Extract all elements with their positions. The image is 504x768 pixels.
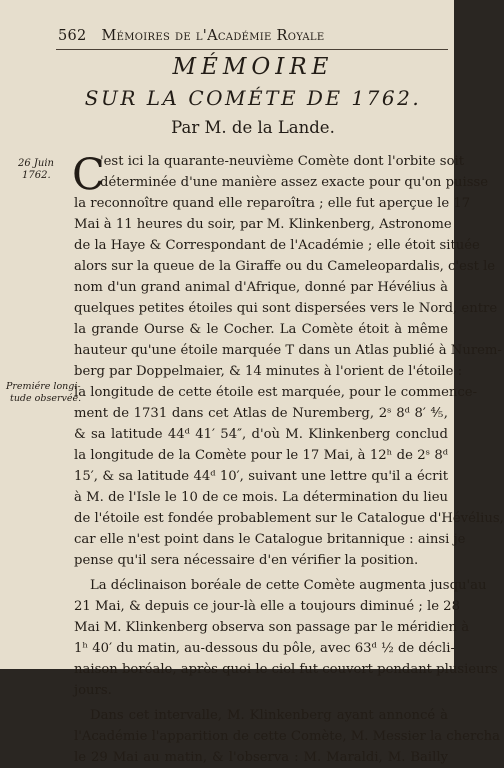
margin-note-line: 1762.	[22, 170, 51, 181]
text-line: car elle n'est point dans le Catalogue britannique : ainsi je	[74, 532, 466, 547]
author-line: Par M. de la Lande.	[171, 118, 335, 137]
text-line: alors sur la queue de la Giraffe ou du Cameleopardalis, c'est le	[74, 259, 496, 274]
paragraph-2	[74, 575, 498, 701]
margin-note-line: 26 Juin	[18, 158, 54, 169]
text-line: la longitude de cette étoile est marquée, pour le commence-	[74, 385, 478, 400]
text-line: & sa latitude 44ᵈ 41′ 54″, d'où M. Klinkenberg conclud	[74, 427, 448, 442]
text-line: l'Académie l'apparition de cette Comète, M. Messier la chercha	[74, 729, 500, 744]
margin-note-line: tude observée.	[10, 393, 82, 404]
text-line: hauteur qu'une étoile marquée T dans un Atlas publié à Nurem-	[74, 343, 502, 358]
text-line: Dans cet intervalle, M. Klinkenberg ayant annoncé à	[90, 708, 448, 723]
paragraph-1	[72, 150, 504, 571]
text-line: de la Haye & Correspondant de l'Académie ; elle étoit située	[74, 238, 480, 253]
memoir-title: MÉMOIRE	[172, 54, 334, 80]
page-number: 562	[58, 28, 87, 44]
running-title: Mémoires de l'Académie Royale	[101, 28, 325, 44]
text-line: berg par Doppelmaier, & 14 minutes à l'orient de l'étoile :	[74, 364, 463, 379]
text-line: nom d'un grand animal d'Afrique, donné par Hévélius à	[74, 280, 448, 295]
margin-note-observation	[6, 381, 81, 405]
text-line: Mai M. Klinkenberg observa son passage par le méridien à	[74, 620, 470, 635]
text-line: jours.	[74, 683, 112, 698]
header-rule	[56, 49, 448, 50]
text-line: la grande Ourse & le Cocher. La Comète étoit à même	[74, 322, 448, 337]
text-line: la longitude de la Comète pour le 17 Mai, à 12ʰ de 2ˢ 8ᵈ	[74, 448, 448, 463]
text-line: pense qu'il sera nécessaire d'en vérifier la position.	[74, 553, 419, 568]
paragraph-3	[74, 705, 500, 768]
main-text	[72, 150, 504, 768]
text-line: Mai à 11 heures du soir, par M. Klinkenberg, Astronome	[74, 217, 452, 232]
text-line: 21 Mai, & depuis ce jour-là elle a toujours diminué ; le 28	[74, 599, 460, 614]
margin-note-line: Premiére longi-	[6, 381, 81, 392]
text-line: 'est ici la quarante-neuvième Comète dont l'orbite soit	[100, 154, 465, 169]
text-line: la reconnoître quand elle reparoîtra ; elle fut aperçue le 17	[74, 196, 471, 211]
text-line: ment de 1731 dans cet Atlas de Nuremberg, 2ˢ 8ᵈ 8′ ⅘,	[74, 406, 448, 421]
text-line: le 29 Mai au matin, & l'observa : M. Maraldi, M. Bailly	[74, 750, 448, 765]
margin-note-date	[18, 158, 54, 182]
text-line: déterminée d'une manière assez exacte pour qu'on puisse	[100, 175, 489, 190]
text-line: quelques petites étoiles qui sont dispersées vers le Nord, entre	[74, 301, 498, 316]
running-head	[58, 28, 443, 44]
drop-cap: C	[72, 150, 105, 200]
memoir-subtitle: SUR LA COMÉTE DE 1762.	[84, 86, 422, 110]
text-line: à M. de l'Isle le 10 de ce mois. La détermination du lieu	[74, 490, 448, 505]
text-line: 15′, & sa latitude 44ᵈ 10′, suivant une lettre qu'il a écrit	[74, 469, 448, 484]
text-line: La déclinaison boréale de cette Comète augmenta jusqu'au	[90, 578, 487, 593]
text-line: 1ʰ 40′ du matin, au-dessous du pôle, avec 63ᵈ ½ de décli-	[74, 641, 455, 656]
text-line: naison boréale, après quoi le ciel fut couvert pendant plusieurs	[74, 662, 498, 677]
text-line: de l'étoile est fondée probablement sur le Catalogue d'Hévélius,	[74, 511, 504, 526]
